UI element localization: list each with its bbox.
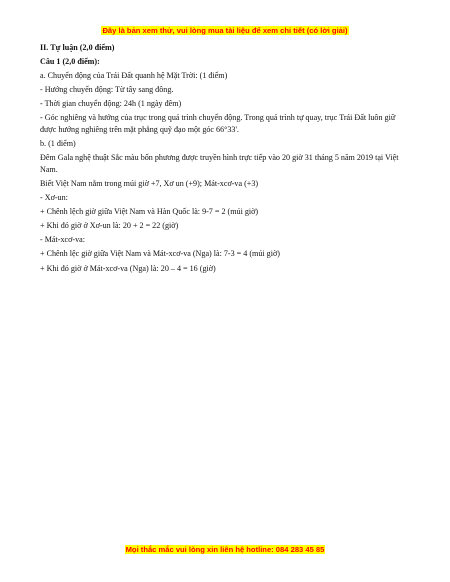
section-title: II. Tự luận (2,0 điểm)	[40, 43, 115, 52]
hotline-text: Mọi thắc mắc vui lòng xin liên hệ hotline: 084 283 45 85	[125, 545, 325, 554]
hotline-banner	[0, 545, 450, 555]
part-b-line: + Khi đó giờ ở Xơ-un là: 20 + 2 = 22 (giờ)	[40, 221, 179, 231]
part-a-line: - Góc nghiêng và hướng của trục trong quá trình chuyển động. Trong quá trình tự quay, trục Trái Đất luôn giữ được hướng nghiêng trên mặt phẳng quỹ đạo một góc 66°33'.	[40, 113, 396, 135]
part-a-line: - Hướng chuyển động: Từ tây sang đông.	[40, 85, 174, 95]
question-title: Câu 1 (2,0 điểm):	[40, 57, 100, 67]
part-b-line: + Chênh lệch giờ giữa Việt Nam và Hàn Quốc là: 9-7 = 2 (múi giờ)	[40, 207, 259, 217]
part-b-line: - Xơ-un:	[40, 193, 68, 203]
part-a-line: - Thời gian chuyển động: 24h (1 ngày đêm)	[40, 99, 182, 109]
part-b-intro: Đêm Gala nghệ thuật Sắc màu bốn phương được truyền hình trực tiếp vào 20 giờ 31 tháng 5 năm 2019 tại Việt Nam.	[40, 153, 399, 174]
part-b-line: + Chênh lệc giờ giữa Việt Nam và Mát-xcơ-va (Nga) là: 7-3 = 4 (múi giờ)	[40, 249, 280, 259]
preview-notice-banner	[0, 26, 450, 36]
part-b-given: Biết Việt Nam nằm trong múi giờ +7, Xơ un (+9); Mát-xcơ-va (+3)	[40, 178, 259, 188]
part-b-line: - Mát-xcơ-va:	[40, 235, 85, 245]
part-b-heading: b. (1 điểm)	[40, 139, 76, 149]
part-a-heading: a. Chuyển động của Trái Đất quanh hệ Mặt Trời: (1 điểm)	[40, 71, 228, 81]
preview-notice-text: Đây là bản xem thử, vui lòng mua tài liệu để xem chi tiết (có lời giải)	[102, 26, 348, 35]
answer-content	[40, 42, 412, 274]
part-b-line: + Khi đó giờ ở Mát-xcơ-va (Nga) là: 20 – 4 = 16 (giờ)	[40, 263, 216, 273]
